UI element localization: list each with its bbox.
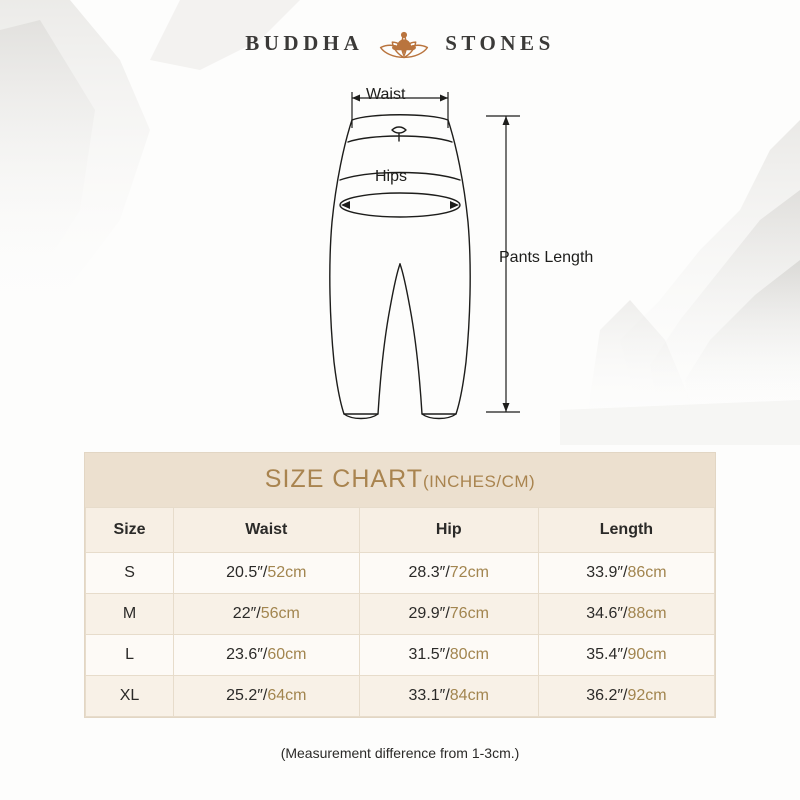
cell-length-inches: 33.9″/ [586, 564, 628, 581]
cell-length-inches: 35.4″/ [586, 646, 628, 663]
cell-waist-cm: 52cm [267, 564, 307, 581]
column-header-hip: Hip [359, 508, 538, 553]
cell-hip-inches: 33.1″/ [408, 687, 450, 704]
cell-waist-inches: 20.5″/ [226, 564, 268, 581]
table-row [86, 676, 715, 717]
table-row [86, 594, 715, 635]
cell-waist-cm: 64cm [267, 687, 307, 704]
cell-hip-inches: 31.5″/ [408, 646, 450, 663]
lotus-meditation-icon [377, 22, 431, 64]
brand-header [0, 22, 800, 64]
cell-length-inches: 34.6″/ [586, 605, 628, 622]
cell-length-cm: 88cm [627, 605, 667, 622]
cell-waist-inches: 23.6″/ [226, 646, 268, 663]
cell-hip-cm: 84cm [449, 687, 489, 704]
cell-length [538, 676, 714, 717]
cell-hip [359, 635, 538, 676]
cell-length-cm: 92cm [627, 687, 667, 704]
cell-waist [174, 676, 360, 717]
cell-size: M [86, 594, 174, 635]
cell-length [538, 594, 714, 635]
brand-word-left: BUDDHA [245, 30, 364, 55]
cell-hip [359, 676, 538, 717]
cell-size: XL [86, 676, 174, 717]
size-chart-title [85, 453, 715, 507]
cell-waist [174, 594, 360, 635]
cell-length [538, 553, 714, 594]
cell-hip-cm: 72cm [449, 564, 489, 581]
cell-length-cm: 86cm [627, 564, 667, 581]
column-header-length: Length [538, 508, 714, 553]
cell-waist-cm: 56cm [260, 605, 300, 622]
cell-waist-inches: 25.2″/ [226, 687, 268, 704]
label-waist: Waist [366, 86, 406, 103]
size-chart-table [85, 507, 715, 717]
size-chart-title-units: (INCHES/CM) [422, 472, 536, 491]
cell-length [538, 635, 714, 676]
cell-hip-inches: 29.9″/ [408, 605, 450, 622]
cell-size: L [86, 635, 174, 676]
size-chart [84, 452, 716, 718]
column-header-waist: Waist [174, 508, 360, 553]
measurement-footnote: (Measurement difference from 1-3cm.) [280, 745, 520, 761]
leggings-measurement-diagram [300, 72, 680, 432]
cell-hip [359, 553, 538, 594]
cell-length-inches: 36.2″/ [586, 687, 628, 704]
table-header-row [86, 508, 715, 553]
cell-hip [359, 594, 538, 635]
table-row [86, 553, 715, 594]
cell-hip-cm: 76cm [449, 605, 489, 622]
label-pants-length: Pants Length [499, 249, 594, 266]
cell-hip-cm: 80cm [449, 646, 489, 663]
cell-hip-inches: 28.3″/ [408, 564, 450, 581]
table-row [86, 635, 715, 676]
cell-waist-cm: 60cm [267, 646, 307, 663]
brand-word-right: STONES [445, 30, 555, 55]
cell-waist [174, 635, 360, 676]
cell-length-cm: 90cm [627, 646, 667, 663]
column-header-size: Size [86, 508, 174, 553]
size-chart-title-main: SIZE CHART [264, 465, 423, 493]
label-hips: Hips [375, 168, 408, 185]
cell-size: S [86, 553, 174, 594]
cell-waist [174, 553, 360, 594]
cell-waist-inches: 22″/ [232, 605, 261, 622]
